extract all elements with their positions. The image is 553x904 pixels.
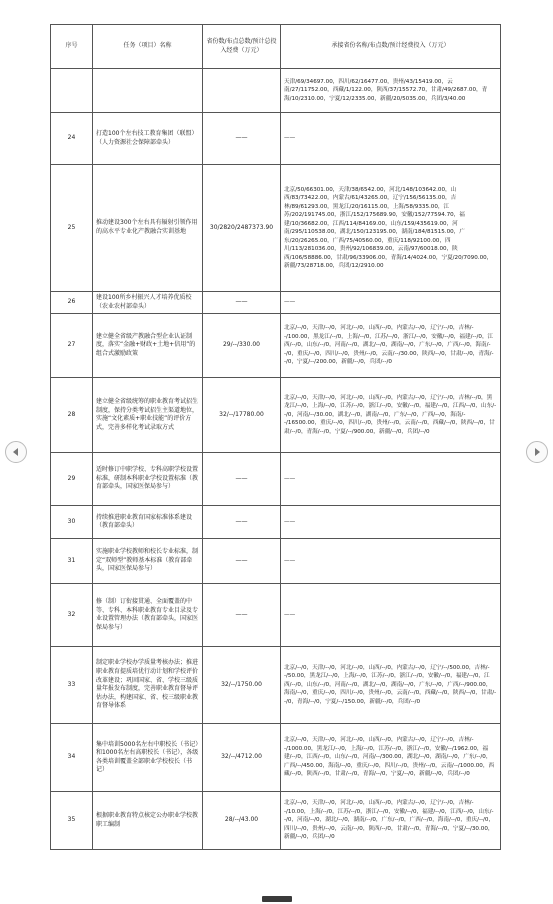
table-row <box>51 292 501 314</box>
task-name <box>93 69 203 113</box>
row-number: 35 <box>51 792 93 850</box>
table-row <box>51 539 501 584</box>
task-name: 实施职业学校教师和校长专业标准，制定“双师型”教师基本标准（教育部牵头，国家医保局参与） <box>93 539 203 584</box>
header-task: 任务（项目）名称 <box>93 25 203 69</box>
row-number: 26 <box>51 292 93 314</box>
header-no: 序号 <box>51 25 93 69</box>
row-number: 25 <box>51 165 93 292</box>
province-list: —— <box>281 539 501 584</box>
task-name: 持续推进职业教育国家标准体系建设（教育部牵头） <box>93 506 203 539</box>
table-row <box>51 69 501 113</box>
table-row <box>51 453 501 506</box>
province-list: —— <box>281 113 501 165</box>
task-name: 建设100所乡村振兴人才培养优质校（农业农村部牵头） <box>93 292 203 314</box>
table-row <box>51 314 501 378</box>
row-number: 33 <box>51 647 93 724</box>
table-row <box>51 584 501 647</box>
budget-total: 32/--/17780.00 <box>203 378 281 453</box>
province-list: —— <box>281 453 501 506</box>
task-name: 打造100个左右技工教育集团（联盟）（人力资源社会保障部牵头） <box>93 113 203 165</box>
table-row <box>51 113 501 165</box>
province-list: 北京/--/0，天津/--/0，河北/--/0，山西/--/0，内蒙古/--/0，辽宁/--/0，吉林/--/10.00，上海/--/0，江苏/--/0，浙江/--/0，安徽/--/0，福建/--/0，江西/--/0，山东/--/0，河南/--/0，湖北/--/0，湖南/--/0，广东/--/0，广西/--/0，海南/--/0，重庆/--/0，四川/--/0，贵州/--/0，云南/--/0，陕西/--/0，甘肃/--/0，青海/--/0，宁夏/--/30.00，新疆/--/0，兵团/--/0 <box>281 792 501 850</box>
row-number: 31 <box>51 539 93 584</box>
budget-total: 29/--/330.00 <box>203 314 281 378</box>
budget-total: 30/2820/2487373.90 <box>203 165 281 292</box>
province-list: 北京/--/0，天津/--/0，河北/--/0，山西/--/0，内蒙古/--/0，辽宁/--/0，吉林/--/1000.00，黑龙江/--/0，上海/--/0，江苏/--/0，浙江/--/0，安徽/--/1962.00，福建/--/0，江西/--/0，山东/--/0，河南/--/300.00，湖北/--/0，湖南/--/0，广东/--/0，广西/--/450.00，海南/--/0，重庆/--/0，四川/--/0，贵州/--/0，云南/--/1000.00，西藏/--/0，陕西/--/0，甘肃/--/0，青海/--/0，宁夏/--/0，新疆/--/0，兵团/--/0 <box>281 724 501 792</box>
chevron-right-icon <box>532 447 542 457</box>
budget-total: —— <box>203 113 281 165</box>
table-row <box>51 792 501 850</box>
row-number: 27 <box>51 314 93 378</box>
table-body <box>51 69 501 850</box>
task-name: 建立健全省级统筹的职业教育考试招生制度，保持分类考试招生主渠道地位，实施“文化素质+职业技能”的评价方式，完善多样化考试录取方式 <box>93 378 203 453</box>
page-indicator <box>262 896 292 902</box>
row-number: 34 <box>51 724 93 792</box>
table-header-row <box>51 25 501 69</box>
province-list: —— <box>281 506 501 539</box>
province-list: 北京/--/0，天津/--/0，河北/--/0，山西/--/0，内蒙古/--/0，辽宁/--/0，吉林/--/100.00，黑龙江/--/0，上海/--/0，江苏/--/0，浙江/--/0，安徽/--/0，福建/--/0，江西/--/0，山东/--/0，河南/--/0，湖北/--/0，湖南/--/0，广东/--/0，广西/--/0，海南/--/0，重庆/--/0，四川/--/0，贵州/--/0，云南/--/30.00，陕西/--/0，甘肃/--/0，青海/--/0，宁夏/--/200.00，新疆/--/0，兵团/--/0 <box>281 314 501 378</box>
budget-total: 28/--/43.00 <box>203 792 281 850</box>
task-name: 推动建设300个左右具有辐射引领作用的高水平专业化产教融合实训基地 <box>93 165 203 292</box>
province-list: 北京/--/0，天津/--/0，河北/--/0，山西/--/0，内蒙古/--/0，辽宁/--/500.00，吉林/--/50.00，黑龙江/--/0，上海/--/0，江苏/--/0，浙江/--/0，安徽/--/0，福建/--/0，江西/--/0，山东/--/0，河南/--/0，湖北/--/0，湖南/--/0，广东/--/0，广西/--/900.00，海南/--/0，重庆/--/0，四川/--/0，贵州/--/0，云南/--/0，西藏/--/0，陕西/--/0，甘肃/--/0，青海/--/0，宁夏/--/150.00，新疆/--/0，兵团/--/0 <box>281 647 501 724</box>
province-list: 北京/50/66301.00，天津/38/6542.00，河北/148/103642.00，山西/83/73422.00，内蒙古/61/43265.00，辽宁/156/56135.00，吉林/89/61293.00，黑龙江/20/16115.00，上海/58/9335.00，江苏/202/191745.00，浙江/152/175689.90，安徽/152/77594.70，福建/10/36682.00，江西/114/84169.00，山东/159/435619.00，河南/295/110538.00，湖北/150/123195.00，湖南/184/81515.00，广东/20/26265.00，广西/75/40560.00，重庆/118/92100.00，四川/113/281036.00，贵州/92/106839.00，云南/97/60018.00，陕西/106/58886.00，甘肃/96/33906.00，青海/14/4024.00，宁夏/20/7090.00，新疆/73/28718.00，兵团/12/2910.00 <box>281 165 501 292</box>
table-row <box>51 647 501 724</box>
budget-total: 32/--/1750.00 <box>203 647 281 724</box>
row-number: 32 <box>51 584 93 647</box>
task-name: 制定职业学校办学质量考核办法；推进职业教育提质培优行动计划和学校评价改革建设；巩固国家、省、学校三级质量年报发布制度，完善职业教育督导评估办法，构建国家、省、校三级职业教育督导体系 <box>93 647 203 724</box>
task-table <box>50 24 501 850</box>
chevron-left-icon <box>11 447 21 457</box>
table-row <box>51 165 501 292</box>
next-page-button[interactable] <box>526 441 548 463</box>
row-number: 24 <box>51 113 93 165</box>
prev-page-button[interactable] <box>5 441 27 463</box>
province-list: —— <box>281 292 501 314</box>
header-provinces: 承接省份名称/布点数/预计经费投入（万元） <box>281 25 501 69</box>
task-name: 集中培训5000名左右中职校长（书记）和1000名左右高职校长（书记），各级各类培训覆盖全部职业学校校长（书记） <box>93 724 203 792</box>
task-name: 适时修订中职学校、专科高职学校设置标准，研制本科职业学校设置标准（教育部牵头，国家医保局参与） <box>93 453 203 506</box>
budget-total: —— <box>203 539 281 584</box>
province-list: —— <box>281 584 501 647</box>
province-list: 北京/--/0，天津/--/0，河北/--/0，山西/--/0，内蒙古/--/0，辽宁/--/0，吉林/--/0，黑龙江/--/0，上海/--/0，江苏/--/0，浙江/--/0，安徽/--/0，福建/--/0，江西/--/0，山东/--/0，河南/--/30.00，湖北/--/0，湖南/--/0，广东/--/0，广西/--/0，海南/--/16500.00，重庆/--/0，四川/--/0，贵州/--/0，云南/--/0，西藏/--/0，陕西/--/0，甘肃/--/0，青海/--/0，宁夏/--/900.00，新疆/--/0，兵团/--/0 <box>281 378 501 453</box>
task-name: 建立健全省级产教融合型企业认证制度，落实“金融+财政+土地+信用”的组合式激励政策 <box>93 314 203 378</box>
budget-total: —— <box>203 292 281 314</box>
row-number: 30 <box>51 506 93 539</box>
table-row <box>51 378 501 453</box>
row-number: 28 <box>51 378 93 453</box>
table-row <box>51 724 501 792</box>
row-number <box>51 69 93 113</box>
budget-total: —— <box>203 506 281 539</box>
budget-total: —— <box>203 453 281 506</box>
row-number: 29 <box>51 453 93 506</box>
task-name: 根据职业教育特点核定公办职业学校教职工编制 <box>93 792 203 850</box>
table-row <box>51 506 501 539</box>
budget-total: 32/--/4712.00 <box>203 724 281 792</box>
budget-total <box>203 69 281 113</box>
budget-total: —— <box>203 584 281 647</box>
province-list: 天津/69/34697.00，四川/62/16477.00，贵州/43/15419.00，云南/27/11752.00，西藏/1/122.00，陕西/37/15572.70，甘肃/49/2687.00，青海/10/2310.00，宁夏/12/2335.00，新疆/20/5035.00，兵团/3/40.00 <box>281 69 501 113</box>
task-name: 修（制）订衔接贯通、全面覆盖的中等、专科、本科职业教育专业目录及专业设置管理办法（教育部牵头，国家医保局参与） <box>93 584 203 647</box>
header-budget: 省份数/布点总数/预计总投入经费（万元） <box>203 25 281 69</box>
